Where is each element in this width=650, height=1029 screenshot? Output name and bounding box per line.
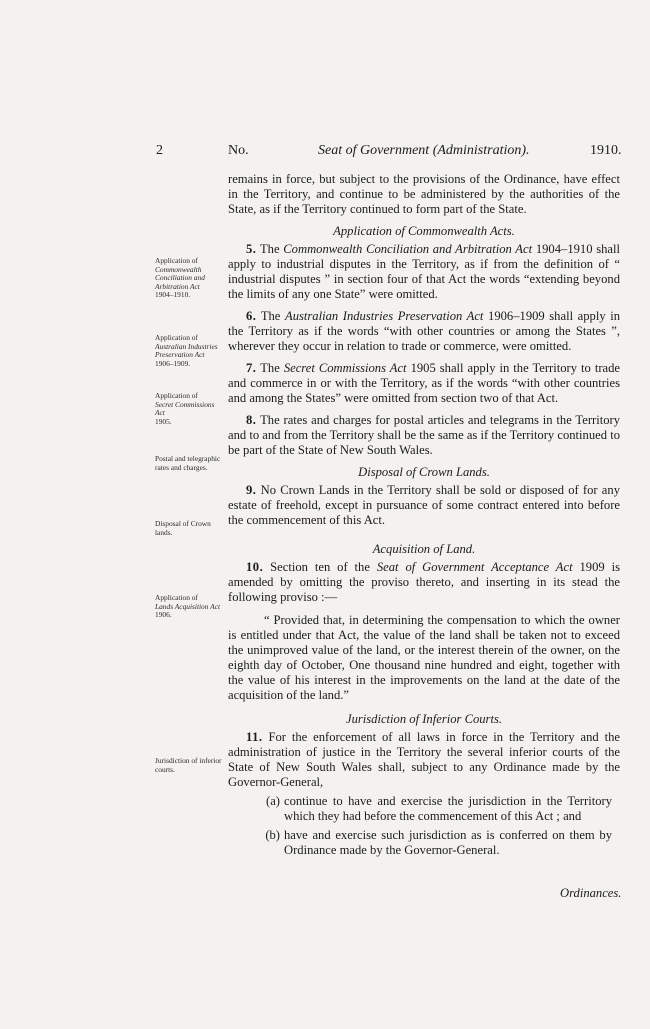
heading-crown-lands: Disposal of Crown Lands.: [358, 465, 490, 479]
section-11-paragraph-b: (b) have and exercise such jurisdiction as is conferred on them by Ordinance made by the Governor-General.: [265, 828, 612, 857]
section-10: 10. Section ten of the Seat of Government Acceptance Act 1909 is amended by omitting the proviso thereto, and inserting in its stead the following proviso :—: [228, 560, 620, 604]
section-11-paragraphs: [228, 794, 620, 858]
act-title: Seat of Government (Administration).: [318, 143, 530, 158]
page-header: [0, 143, 650, 163]
margin-note-section-7: Application of Secret Commissions Act 1905.: [155, 391, 215, 426]
margin-note-section-6: Application of Australian Industries Preservation Act 1906–1909.: [155, 333, 218, 368]
margin-note-section-11: Jurisdiction of inferior courts.: [155, 756, 222, 774]
margin-note-section-9: Disposal of Crown lands.: [155, 519, 211, 537]
margin-note-section-5: Application of Commonwealth Conciliation and Arbitration Act 1904–1910.: [155, 256, 205, 300]
heading-acquisition-of-land: Acquisition of Land.: [372, 542, 476, 556]
page-number: 2: [156, 143, 163, 158]
heading-inferior-courts: Jurisdiction of Inferior Courts.: [345, 712, 503, 726]
section-10-proviso: “ Provided that, in determining the compensation to which the owner is entitled under that Act, the value of the land shall be taken not to exceed the unimproved value of the land, or the interest therein of the owner, on the eighth day of October, One thousand nine hundred and eight, together with the value of his interest in the improvements on the land at the date of the acquisition of the land.”: [228, 613, 620, 702]
section-6: 6. The Australian Industries Preservation Act 1906–1909 shall apply in the Territory as if the words “with other countries or among the States ”, wherever they occur in relation to trade or commerce, were omitted.: [228, 309, 621, 353]
catchword: Ordinances.: [560, 886, 622, 900]
heading-commonwealth-acts: Application of Commonwealth Acts.: [333, 224, 515, 238]
intro-paragraph: remains in force, but subject to the provisions of the Ordinance, have effect in the Territory, and continue to be administered by the authorities of the State, as if the Territory continued to form part of the State.: [228, 172, 620, 216]
section-11-paragraph-a: (a) continue to have and exercise the jurisdiction in the Territory which they had before the commencement of this Act ; and: [266, 794, 612, 823]
act-number-label: No.: [228, 143, 249, 158]
section-11: 11. For the enforcement of all laws in force in the Territory and the administration of justice in the Territory the several inferior courts of the State of New South Wales shall, subject to any Ordinance made by the Governor-General,: [228, 730, 620, 789]
act-year: 1910.: [590, 143, 622, 158]
section-5: 5. The Commonwealth Conciliation and Arbitration Act 1904–1910 shall apply to industrial disputes in the Territory, as if from the definition of “ industrial disputes ” in section four of that Act the words “extending beyond the limits of any one State” were omitted.: [228, 242, 621, 301]
section-7: 7. The Secret Commissions Act 1905 shall apply in the Territory to trade and commerce in or with the Territory, as if the words “with other countries and among the States” were omitted from section two of that Act.: [228, 361, 620, 405]
section-9: 9. No Crown Lands in the Territory shall be sold or disposed of for any estate of freehold, except in pursuance of some contract entered into before the commencement of this Act.: [228, 483, 620, 527]
main-text-column: [228, 172, 620, 858]
margin-note-section-10: Application of Lands Acquisition Act 1906.: [155, 593, 221, 620]
margin-note-section-8: Postal and telegraphic rates and charges.: [155, 454, 221, 472]
section-8: 8. The rates and charges for postal articles and telegrams in the Territory and to and from the Territory shall be the same as if the Territory continued to be part of the State of New South Wales.: [228, 413, 620, 457]
